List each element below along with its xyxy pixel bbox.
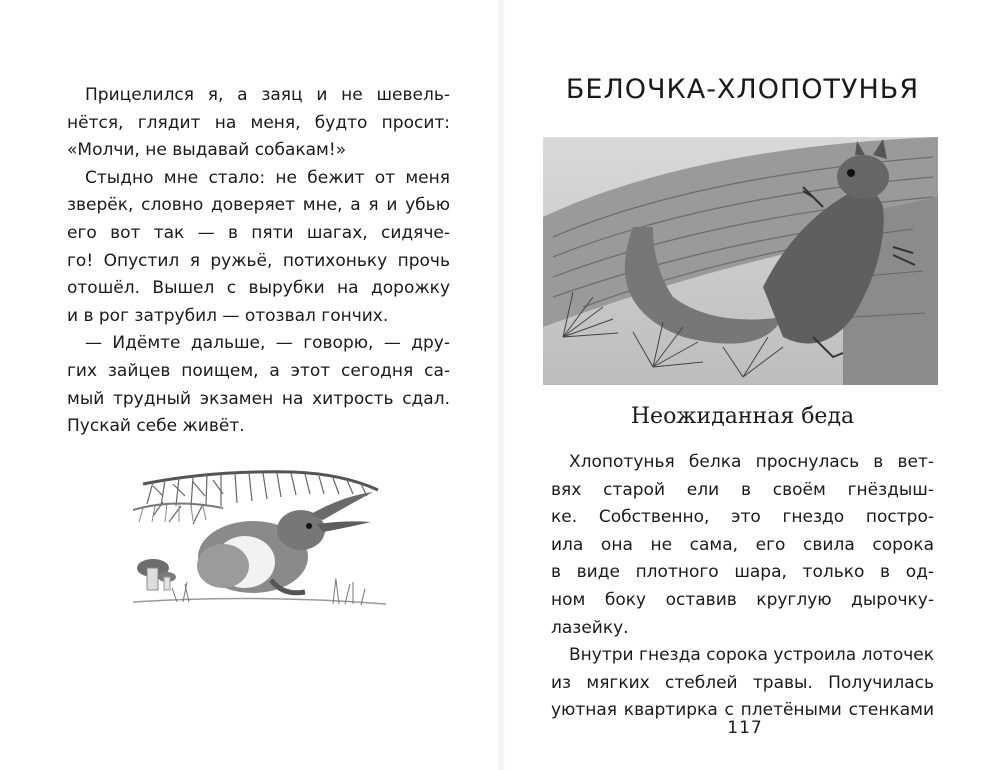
text-line: отошёл. Вышел с вырубки на дорожку <box>67 278 450 299</box>
text-line: в виде плотного шара, только в од- <box>551 562 934 583</box>
hare-illustration <box>133 462 386 614</box>
text-line: уютная квартирка с плетёными стенками <box>551 700 934 721</box>
text-line: ила она не сама, его свила сорока <box>551 534 934 555</box>
text-line: вях старой ели в своём гнёздыш- <box>551 479 934 500</box>
left-page <box>0 0 500 770</box>
text-line: лазейку. <box>551 617 629 638</box>
text-line: нётся, глядит на меня, будто просит: <box>67 112 450 133</box>
text-line: Прицелился я, а заяц и не шевель- <box>85 85 450 105</box>
text-line: и в рог затрубил — отозвал гончих. <box>67 305 389 326</box>
text-line: го! Опустил я ружьё, потихоньку прочь <box>67 250 450 271</box>
text-line: Хлопотунья белка проснулась в вет- <box>569 452 934 472</box>
section-subtitle: Неожиданная беда <box>630 404 855 429</box>
text-line: мый трудный экзамен на хитрость сдал. <box>67 388 450 409</box>
chapter-title: БЕЛОЧКА-ХЛОПОТУНЬЯ <box>565 74 920 105</box>
text-line: Стыдно мне стало: не бежит от меня <box>85 167 450 188</box>
page-number: 117 <box>727 718 763 738</box>
squirrel-illustration <box>543 137 938 385</box>
text-line: — Идёмте дальше, — говорю, — дру- <box>85 333 450 354</box>
text-line: гих зайцев поищем, а этот сегодня са- <box>67 360 450 381</box>
text-line: «Молчи, не выдавай собакам!» <box>67 140 347 161</box>
left-page-text <box>67 82 450 441</box>
right-page-text <box>551 449 934 725</box>
text-line: его вот так — в пяти шагах, сидяче- <box>67 222 450 243</box>
text-line: зверёк, словно доверяет мне, а я и убью <box>67 195 450 216</box>
text-line: Внутри гнезда сорока устроила лоточек <box>569 645 934 666</box>
text-line: Пускай себе живёт. <box>67 416 245 437</box>
text-line: ном боку оставив круглую дырочку- <box>551 589 934 610</box>
right-page <box>500 0 1001 770</box>
text-line: из мягких стеблей травы. Получилась <box>551 672 934 693</box>
text-line: ке. Собственно, это гнездо постро- <box>551 507 934 528</box>
